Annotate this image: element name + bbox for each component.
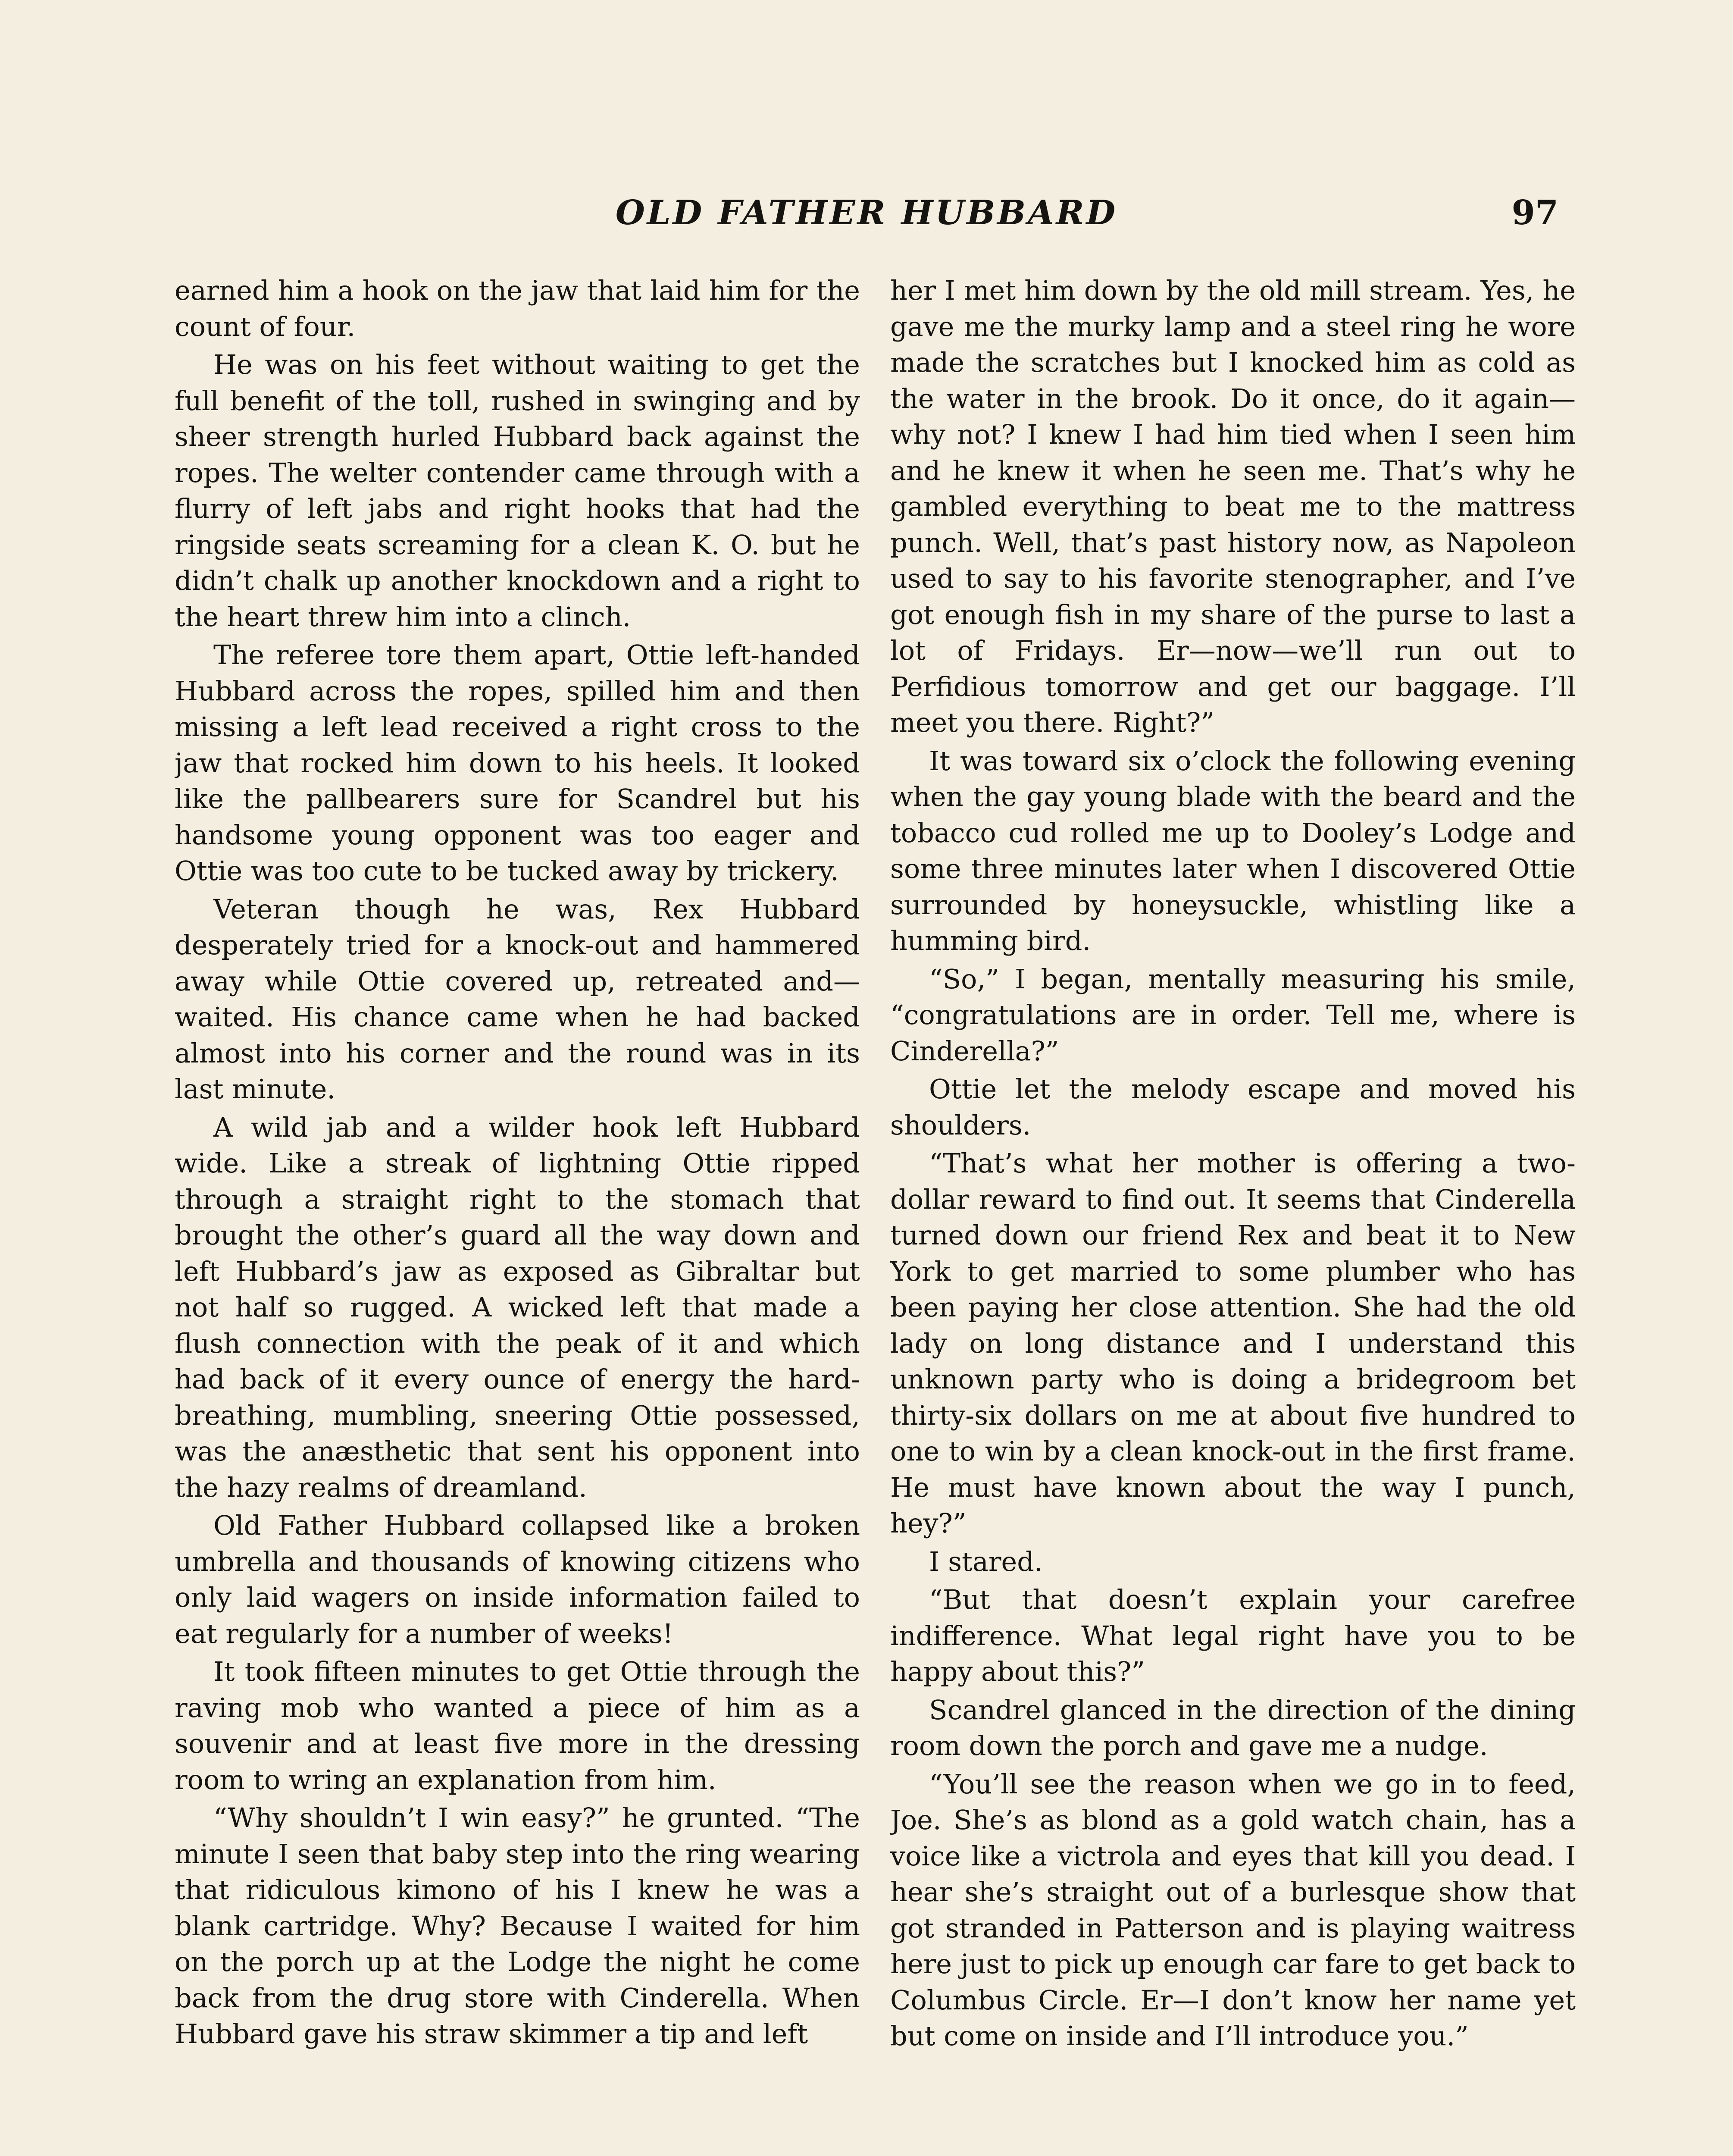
paragraph: Scandrel glanced in the direction of the dining room down the porch and gave me a nudge. [890, 1694, 1576, 1761]
paragraph: earned him a hook on the jaw that laid him for the count of four. [175, 275, 860, 342]
paragraph: It took fifteen minutes to get Ottie through the raving mob who wanted a piece of him as a souvenir and at least five more in the dressing room to wring an explanation from him. [175, 1656, 860, 1796]
right-column [890, 273, 1576, 2156]
paragraph: “Why shouldn’t I win easy?” he grunted. “The minute I seen that baby step into the ring wearing that ridiculous kimono of his I knew he was a blank cartridge. Why? Because I waited for him on the porch up at the Lodge the night he come back from the drug store with Cinderella. When Hubbard gave his straw skimmer a tip and left [175, 1802, 860, 2049]
paragraph: Ottie let the melody escape and moved his shoulders. [890, 1073, 1576, 1141]
paragraph: Veteran though he was, Rex Hubbard desperately tried for a knock-out and hammered away while Ottie covered up, retreated and—waited. His chance came when he had backed almost into his corner and the round was in its last minute. [175, 893, 860, 1105]
paragraph: “But that doesn’t explain your carefree indifference. What legal right have you to be happy about this?” [890, 1584, 1576, 1687]
paragraph: It was toward six o’clock the following evening when the gay young blade with the beard and the tobacco cud rolled me up to Dooley’s Lodge and some three minutes later when I discovered Ottie surrounded by honeysuckle, whistling like a humming bird. [890, 745, 1576, 956]
paragraph: her I met him down by the old mill stream. Yes, he gave me the murky lamp and a steel ring he wore made the scratches but I knocked him as cold as the water in the brook. Do it once, do it again—why not? I knew I had him tied when I seen him and he knew it when he seen me. That’s why he gambled everything to beat me to the mattress punch. Well, that’s past history now, as Napoleon used to say to his favorite stenographer, and I’ve got enough fish in my share of the purse to last a lot of Fridays. Er—now—we’ll run out to Perfidious tomorrow and get our baggage. I’ll meet you there. Right?” [890, 275, 1576, 738]
paragraph: I stared. [929, 1545, 1043, 1577]
page-number: 97 [1511, 193, 1558, 232]
paragraph: “That’s what her mother is offering a two-dollar reward to find out. It seems that Cinderella turned down our friend Rex and beat it to New York to get married to some plumber who has been paying her close attention. She had the old lady on long distance and I understand this unknown party who is doing a bridegroom bet thirty-six dollars on me at about five hundred to one to win by a clean knock-out in the first frame. He must have known about the way I punch, hey?” [890, 1147, 1576, 1539]
paragraph: A wild jab and a wilder hook left Hubbard wide. Like a streak of lightning Ottie ripped through a straight right to the stomach that brought the other’s guard all the way down and left Hubbard’s jaw as exposed as Gibraltar but not half so rugged. A wicked left that made a flush connection with the peak of it and which had back of it every ounce of energy the hard-breathing, mumbling, sneering Ottie possessed, was the anæsthetic that sent his opponent into the hazy realms of dreamland. [175, 1111, 860, 1503]
paragraph: “So,” I began, mentally measuring his smile, “congratulations are in order. Tell me, where is Cinderella?” [890, 963, 1576, 1067]
paragraph: Old Father Hubbard collapsed like a broken umbrella and thousands of knowing citizens who only laid wagers on inside information failed to eat regularly for a number of weeks! [175, 1510, 860, 1649]
paragraph: “You’ll see the reason when we go in to feed, Joe. She’s as blond as a gold watch chain, has a voice like a victrola and eyes that kill you dead. I hear she’s straight out of a burlesque show that got stranded in Patterson and is playing waitress here just to pick up enough car fare to get back to Columbus Circle. Er—I don’t know her name yet but come on inside and I’ll introduce you.” [890, 1768, 1576, 2052]
paragraph: He was on his feet without waiting to get the full benefit of the toll, rushed in swinging and by sheer strength hurled Hubbard back against the ropes. The welter contender came through with a flurry of left jabs and right hooks that had the ringside seats screaming for a clean K. O. but he didn’t chalk up another knockdown and a right to the heart threw him into a clinch. [175, 349, 860, 633]
paragraph: The referee tore them apart, Ottie left-handed Hubbard across the ropes, spilled him and then missing a left lead received a right cross to the jaw that rocked him down to his heels. It looked like the pallbearers sure for Scandrel but his handsome young opponent was too eager and Ottie was too cute to be tucked away by trickery. [175, 639, 860, 887]
running-title: OLD FATHER HUBBARD [615, 193, 1118, 232]
left-column [175, 273, 860, 2156]
running-head [175, 193, 1558, 245]
